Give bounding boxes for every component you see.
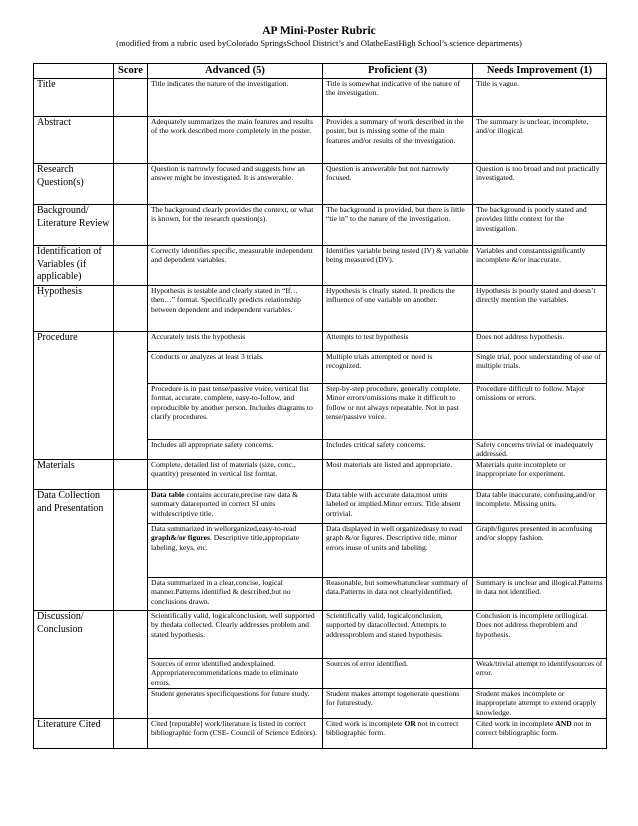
needs-cell: Student makes incomplete or inappropriate attempt to extend orapply knowledge. <box>473 689 607 719</box>
proficient-cell: Data displayed in well organizedeasy to read graph &/or figures. Descriptive title, minor errors inuse of units and labeling. <box>323 524 473 578</box>
category-materials: Materials <box>34 460 114 490</box>
score-cell[interactable] <box>114 611 148 719</box>
needs-cell: Summary is unclear and illogical.Patterns in data not identified. <box>473 578 607 611</box>
row-background <box>34 205 607 246</box>
proficient-cell: Data table with accurate data,most units labeled or implied.Minor errors. Title absent ortrivial. <box>323 490 473 524</box>
proficient-cell: Scientifically valid, logicalconclusion, supported by datacollected. Attempts to addressproblem and stated hypothesis. <box>323 611 473 659</box>
advanced-cell: Hypothesis is testable and clearly stated in “If… then…” format. Specifically predicts relationship between dependent and independent variables. <box>148 286 323 332</box>
proficient-cell <box>323 719 473 749</box>
category-procedure: Procedure <box>34 332 114 460</box>
proficient-cell: Step-by-step procedure, generally complete. Minor errors/omissions make it difficult to follow or not always repeatable. Not in past tense/passive voice. <box>323 384 473 440</box>
proficient-cell: Includes critical safety concerns. <box>323 440 473 460</box>
proficient-cell: Identifies variable being tested (IV) & variable being measured (DV). <box>323 246 473 286</box>
needs-cell: Procedure difficult to follow. Major omissions or errors. <box>473 384 607 440</box>
proficient-cell: Question is answerable but not narrowly focused. <box>323 164 473 205</box>
header-advanced: Advanced (5) <box>148 64 323 79</box>
score-cell[interactable] <box>114 719 148 749</box>
advanced-cell: Procedure is in past tense/passive voice, vertical list format, accurate, complete, easy-to-follow, and reproducible by another person. Includes diagrams to clarify procedures. <box>148 384 323 440</box>
needs-cell: Weak/trivial attempt to identifysources of error. <box>473 659 607 689</box>
advanced-cell: The background clearly provides the context, or what is known, for the research question(s). <box>148 205 323 246</box>
advanced-cell: Cited [reputable] work/literature is listed in correct bibliographic form (CSE- Council of Science Editors). <box>148 719 323 749</box>
advanced-cell <box>148 490 323 524</box>
needs-cell: Variables and constantssignificantly incomplete &/or inaccurate. <box>473 246 607 286</box>
header-score: Score <box>114 64 148 79</box>
proficient-cell: Reasonable, but somewhatunclear summary of data.Patterns in data not clearlyidentified. <box>323 578 473 611</box>
needs-cell: Materials quite incomplete or inappropriate for experiment. <box>473 460 607 490</box>
emphasis-data-table: Data table <box>151 490 185 499</box>
advanced-cell: Correctly identifies specific, measurable independent and dependent variables. <box>148 246 323 286</box>
row-hypothesis <box>34 286 607 332</box>
category-discussion: Discussion/ Conclusion <box>34 611 114 719</box>
advanced-cell: Data summarized in a clear,concise, logical manner.Patterns identified & described,but no conclusions drawn. <box>148 578 323 611</box>
advanced-cell: Accurately tests the hypothesis <box>148 332 323 352</box>
score-cell[interactable] <box>114 490 148 611</box>
header-row <box>34 64 607 79</box>
emphasis-graph-figures: graph&/or figures <box>151 533 210 543</box>
proficient-cell: Title is somewhat indicative of the nature of the investigation. <box>323 79 473 117</box>
needs-cell: Title is vague. <box>473 79 607 117</box>
header-proficient: Proficient (3) <box>323 64 473 79</box>
category-hypothesis: Hypothesis <box>34 286 114 332</box>
needs-cell: Data table inaccurate, confusing,and/or incomplete. Missing units. <box>473 490 607 524</box>
needs-cell: Does not address hypothesis. <box>473 332 607 352</box>
document-title: AP Mini-Poster Rubric <box>262 25 376 37</box>
needs-text: not in correct bibliographic form. <box>476 719 592 738</box>
proficient-cell: Most materials are listed and appropriate. <box>323 460 473 490</box>
advanced-cell <box>148 524 323 578</box>
proficient-cell: Provides a summary of work described in the poster, but is missing some of the main features and/or results of the investigation. <box>323 117 473 164</box>
advanced-cell: Sources of error identified andexplained. Appropriaterecommendations made to eliminate errors. <box>148 659 323 689</box>
advanced-cell: Includes all appropriate safety concerns. <box>148 440 323 460</box>
advanced-text: . Descriptive title,appropriate labeling, keys, etc. <box>151 533 299 552</box>
advanced-cell: Adequately summarizes the main features and results of the work described more completely in the poster. <box>148 117 323 164</box>
header-needs-improvement: Needs Improvement (1) <box>473 64 607 79</box>
score-cell[interactable] <box>114 117 148 164</box>
proficient-cell: Sources of error identified. <box>323 659 473 689</box>
score-cell[interactable] <box>114 205 148 246</box>
row-abstract <box>34 117 607 164</box>
score-cell[interactable] <box>114 460 148 490</box>
proficient-cell: Multiple trials attempted or need is recognized. <box>323 352 473 384</box>
needs-cell: The background is poorly stated and provides little context for the investigation. <box>473 205 607 246</box>
advanced-cell: Conducts or analyzes at least 3 trials. <box>148 352 323 384</box>
needs-cell: Question is too broad and not practically investigated. <box>473 164 607 205</box>
advanced-text: Data summarized in wellorganized,easy-to-read <box>151 524 297 533</box>
category-data-collection: Data Collection and Presentation <box>34 490 114 611</box>
advanced-cell: Complete, detailed list of materials (size, conc., quantity) presented in vertical list format. <box>148 460 323 490</box>
advanced-cell: Title indicates the nature of the investigation. <box>148 79 323 117</box>
needs-cell: Hypothesis is poorly stated and doesn’t directly mention the variables. <box>473 286 607 332</box>
emphasis-or: OR <box>404 719 416 728</box>
row-literature-cited <box>34 719 607 749</box>
row-materials <box>34 460 607 490</box>
document-subtitle: (modified from a rubric used byColorado SpringsSchool District’s and OlatheEastHigh School’s science departments) <box>116 38 522 48</box>
score-cell[interactable] <box>114 332 148 460</box>
row-discussion-1 <box>34 611 607 659</box>
row-procedure-1 <box>34 332 607 352</box>
proficient-cell: The background is provided, but there is little “tie in” to the nature of the investigation. <box>323 205 473 246</box>
rubric-table <box>33 63 607 749</box>
needs-cell: Conclusion is incomplete orillogical. Does not address theproblem and hypothesis. <box>473 611 607 659</box>
needs-cell: Single trial, poor understanding of use of multiple trials. <box>473 352 607 384</box>
advanced-cell: Scientifically valid, logicalconclusion, well supported by thedata collected. Clearly addresses problem and stated hypothesis. <box>148 611 323 659</box>
score-cell[interactable] <box>114 79 148 117</box>
category-variables: Identification of Variables (if applicable) <box>34 246 114 286</box>
proficient-cell: Student makes attempt togenerate questions for futurestudy. <box>323 689 473 719</box>
category-literature-cited: Literature Cited <box>34 719 114 749</box>
advanced-text: contains accurate,precise raw data & summary datareported in correct SI units withdescriptive title. <box>151 490 298 518</box>
category-research-question: Research Question(s) <box>34 164 114 205</box>
score-cell[interactable] <box>114 246 148 286</box>
row-title <box>34 79 607 117</box>
proficient-cell: Hypothesis is clearly stated. It predicts the influence of one variable on another. <box>323 286 473 332</box>
needs-cell: The summary is unclear, incomplete, and/or illogical. <box>473 117 607 164</box>
category-abstract: Abstract <box>34 117 114 164</box>
advanced-cell: Student generates specificquestions for future study. <box>148 689 323 719</box>
needs-cell <box>473 719 607 749</box>
row-data-1 <box>34 490 607 524</box>
needs-text: Cited work in incomplete <box>476 719 556 728</box>
category-title: Title <box>34 79 114 117</box>
row-research-question <box>34 164 607 205</box>
proficient-text: not in correct bibliographic form. <box>326 719 459 738</box>
proficient-cell: Attempts to test hypothesis <box>323 332 473 352</box>
proficient-text: Cited work is incomplete <box>326 719 405 728</box>
category-background: Background/ Literature Review <box>34 205 114 246</box>
advanced-cell: Question is narrowly focused and suggests how an answer might be investigated. It is answerable. <box>148 164 323 205</box>
emphasis-and: AND <box>555 719 572 728</box>
score-cell[interactable] <box>114 286 148 332</box>
needs-cell: Graph/figures presented in aconfusing and/or sloppy fashion. <box>473 524 607 578</box>
row-variables <box>34 246 607 286</box>
needs-cell: Safety concerns trivial or inadequately addressed. <box>473 440 607 460</box>
header-category <box>34 64 114 79</box>
score-cell[interactable] <box>114 164 148 205</box>
